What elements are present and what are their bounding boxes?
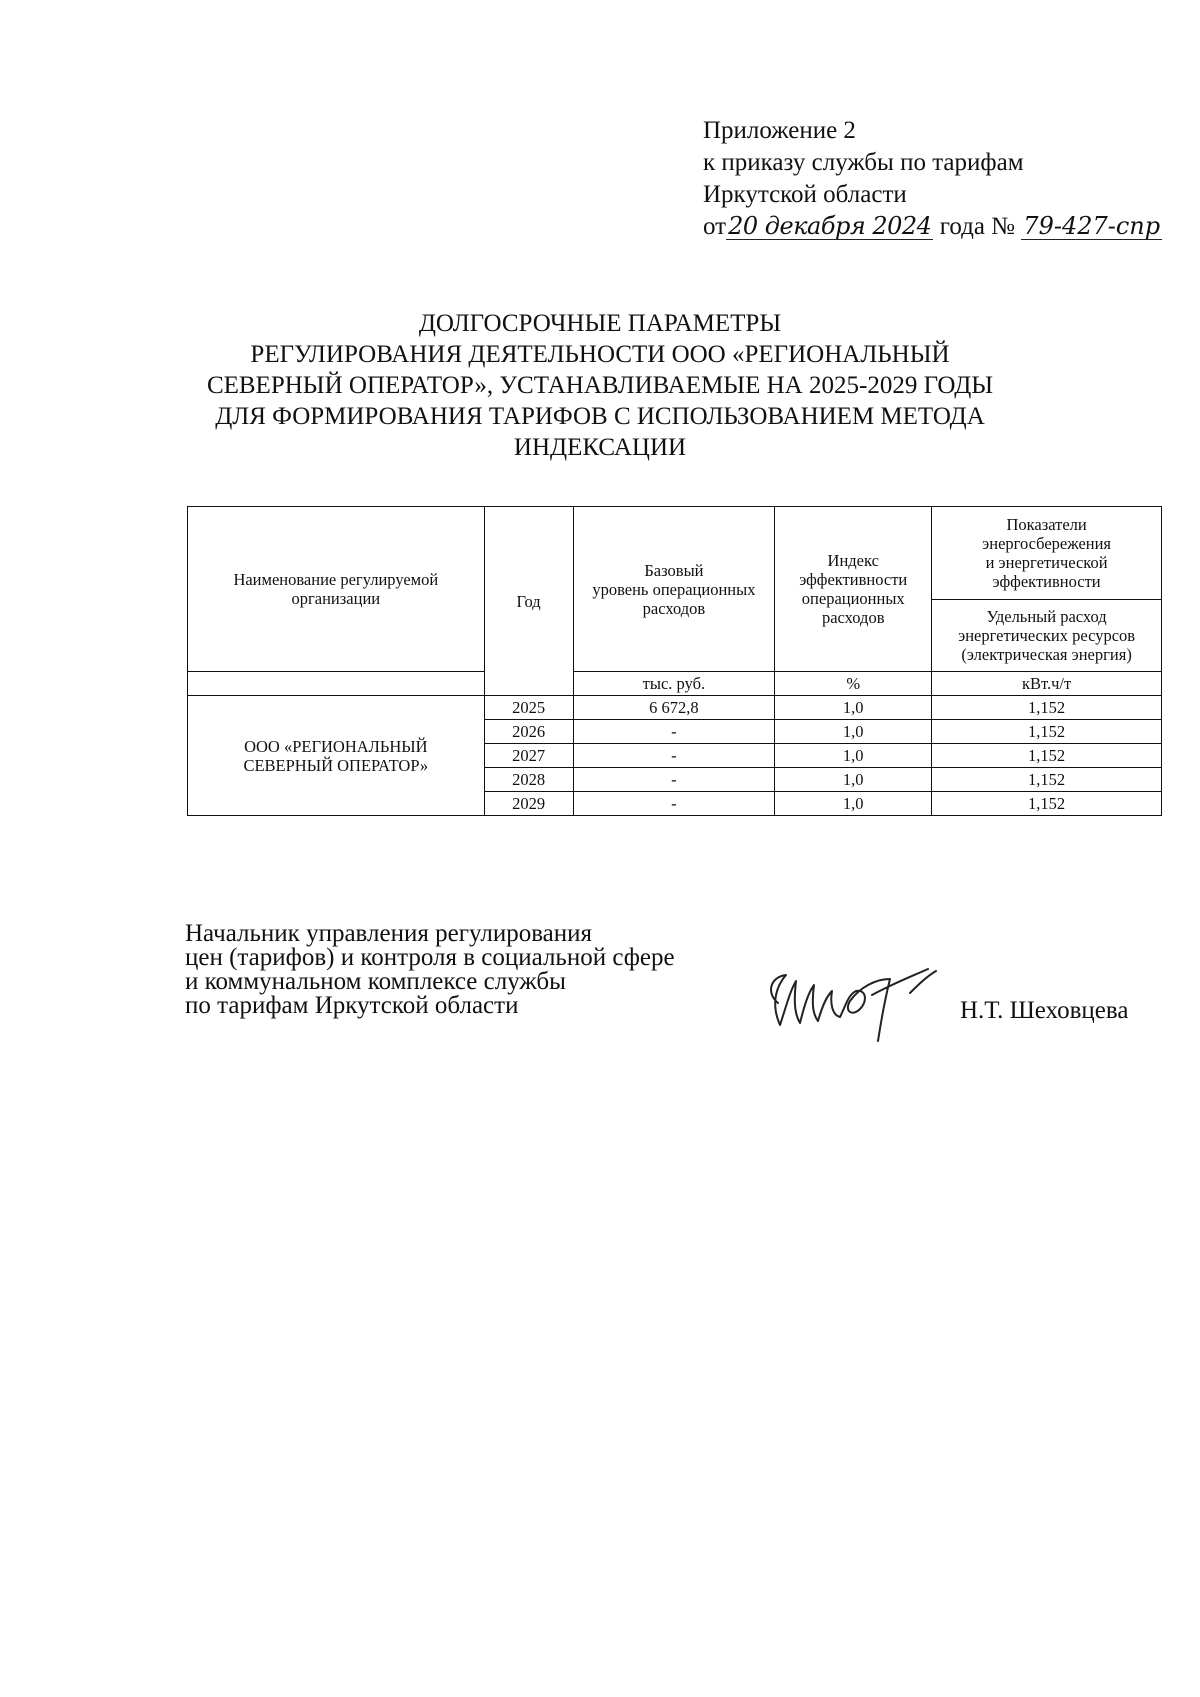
base-cell: 6 672,8 [573,696,775,720]
header-specific-consumption [932,600,1162,672]
unit-index: % [775,672,932,696]
document-title [200,308,1000,463]
appendix-line-3: Иркутской области [703,181,907,208]
header-base-line-2: уровень операционных [592,579,756,599]
header-row-top [188,507,1162,600]
signatory-position [185,922,675,1018]
units-organization-empty [188,672,485,696]
year-cell: 2026 [484,720,573,744]
energy-cell: 1,152 [932,768,1162,792]
unit-base: тыс. руб. [573,672,775,696]
base-cell: - [573,792,775,816]
organization-name-line-2: СЕВЕРНЫЙ ОПЕРАТОР» [243,755,429,775]
parameters-table [187,506,1162,816]
header-energy-indicators [932,507,1162,600]
index-cell: 1,0 [775,720,932,744]
header-organization [188,507,485,672]
signatory-line-2: цен (тарифов) и контроля в социальной сфере [185,944,675,971]
year-cell: 2025 [484,696,573,720]
year-cell: 2028 [484,768,573,792]
header-year: Год [484,507,573,696]
header-specific-line-2: энергетических ресурсов [958,626,1136,645]
base-cell: - [573,720,775,744]
header-base-level [573,507,775,672]
year-cell: 2027 [484,744,573,768]
title-line-5: ИНДЕКСАЦИИ [513,434,687,461]
appendix-block [703,115,1162,243]
header-specific-line-3: (электрическая энергия) [961,645,1132,664]
year-cell: 2029 [484,792,573,816]
header-index-line-1: Индекс [827,551,879,570]
base-cell: - [573,744,775,768]
title-line-2: РЕГУЛИРОВАНИЯ ДЕЯТЕЛЬНОСТИ ООО «РЕГИОНАЛЬНЫЙ [250,341,950,368]
signer-name: Н.Т. Шеховцева [960,997,1129,1024]
title-line-4: ДЛЯ ФОРМИРОВАНИЯ ТАРИФОВ С ИСПОЛЬЗОВАНИЕМ МЕТОДА [215,403,985,430]
appendix-line-4 [703,211,1162,243]
header-specific-line-1: Удельный расход [986,607,1107,626]
base-cell: - [573,768,775,792]
header-energy-line-2: энергосбережения [982,534,1112,553]
title-line-3: СЕВЕРНЫЙ ОПЕРАТОР», УСТАНАВЛИВАЕМЫЕ НА 2025-2029 ГОДЫ [206,372,994,399]
header-efficiency-index [775,507,932,672]
appendix-from-prefix: от [703,213,727,240]
header-index-line-4: расходов [821,608,885,627]
index-cell: 1,0 [775,744,932,768]
index-cell: 1,0 [775,768,932,792]
signatory-line-3: и коммунальном комплексе службы [185,968,566,995]
energy-cell: 1,152 [932,744,1162,768]
handwritten-signature [760,955,945,1045]
table-row [188,696,1162,720]
header-organization-line-2: организации [291,589,381,608]
handwritten-date: 20 декабря 2024 [728,212,932,240]
header-energy-line-4: эффективности [992,572,1101,591]
appendix-year-number-label: года № [939,213,1016,240]
header-organization-line-1: Наименование регулируемой [233,570,439,589]
handwritten-order-number: 79-427-спр [1023,212,1161,240]
energy-cell: 1,152 [932,792,1162,816]
energy-cell: 1,152 [932,720,1162,744]
title-line-1: ДОЛГОСРОЧНЫЕ ПАРАМЕТРЫ [418,310,782,337]
signatory-line-4: по тарифам Иркутской области [185,992,519,1019]
organization-name-line-1: ООО «РЕГИОНАЛЬНЫЙ [244,736,428,756]
organization-name-cell [188,696,485,816]
header-base-line-3: расходов [642,598,706,618]
signatory-line-1: Начальник управления регулирования [185,920,593,947]
header-index-line-3: операционных [801,589,905,608]
header-energy-line-3: и энергетической [985,553,1108,572]
appendix-line-2: к приказу службы по тарифам [703,149,1024,176]
index-cell: 1,0 [775,696,932,720]
appendix-line-1: Приложение 2 [703,117,856,144]
index-cell: 1,0 [775,792,932,816]
energy-cell: 1,152 [932,696,1162,720]
header-index-line-2: эффективности [799,570,908,589]
header-base-line-1: Базовый [644,560,704,580]
header-energy-line-1: Показатели [1006,515,1087,534]
unit-energy: кВт.ч/т [932,672,1162,696]
units-row [188,672,1162,696]
